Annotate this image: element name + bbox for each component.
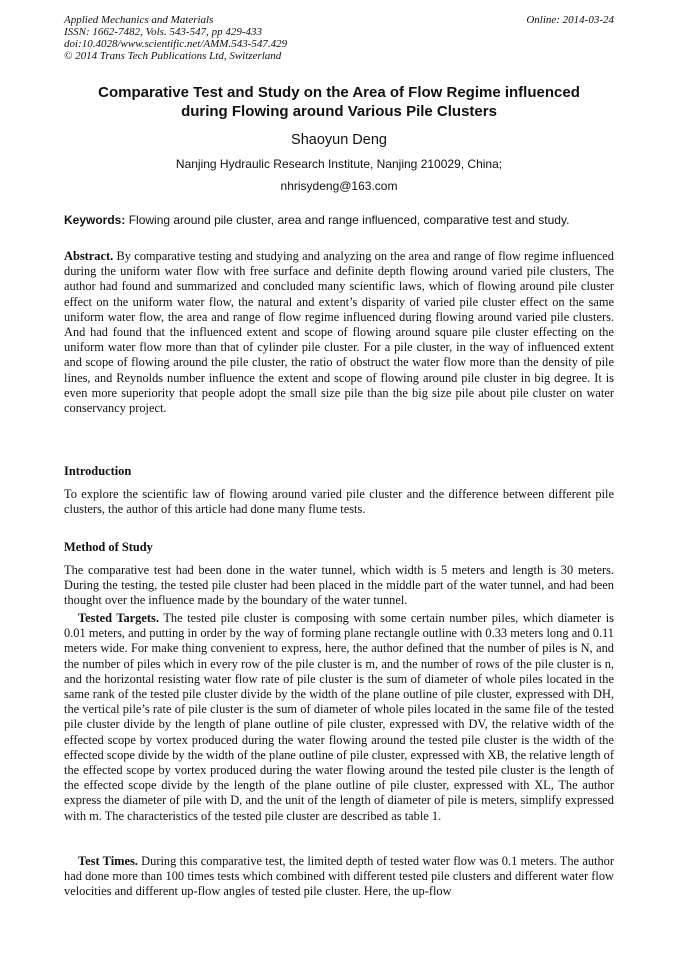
abstract-label: Abstract. [64,249,114,263]
paper-title [64,83,614,121]
keywords-text: Flowing around pile cluster, area and range influenced, comparative test and study. [125,213,570,227]
author-email: nhrisydeng@163.com [280,179,398,193]
method-heading: Method of Study [64,540,153,554]
author-name: Shaoyun Deng [291,132,387,148]
title-line-1: Comparative Test and Study on the Area of Flow Regime influenced [98,84,580,101]
test-times-text: During this comparative test, the limited depth of tested water flow was 0.1 meters. The author had done more than 100 times tests which combined with different tested pile clusters and different water flow velocities and different up-flow angles of tested pile cluster. Here, the up-flow [64,854,614,899]
introduction-heading: Introduction [64,464,132,478]
journal-name: Applied Mechanics and Materials [64,14,214,26]
copyright-line: © 2014 Trans Tech Publications Ltd, Switzerland [64,50,282,62]
journal-header [64,14,287,62]
abstract [64,249,614,416]
method-text: The comparative test had been done in the water tunnel, which width is 5 meters and length is 30 meters. During the testing, the tested pile cluster had been placed in the middle part of the water tunnel, and had been thought over the influence made by the boundary of the water tunnel. [64,563,614,608]
abstract-text: By comparative testing and studying and analyzing on the area and range of flow regime influenced during the uniform water flow with free surface and definite depth flowing around varied pile clusters, The author had found and summarized and concluded many scientific laws, which of flowing around pile cluster effect on the uniform water flow, the natural and extent’s disparity of varied pile cluster effect on the same uniform water flow, the area and range of flow regime influenced during flowing around varied pile clusters. And had found that the influenced extent and scope of flowing around square pile cluster effecting on the uniform water flow more than that of cylinder pile cluster. For a pile cluster, in the way of influenced extent and scope of flowing around the pile cluster, the ratio of obstruct the water flow more than the density of pile lines, and Reynolds number influence the extent and scope of flowing around pile cluster in big degree. It is even more superiority that people adopt the small size pile than the big size pile about pile cluster on water conservancy project. [64,249,614,416]
keywords [64,213,614,227]
affiliation: Nanjing Hydraulic Research Institute, Nanjing 210029, China; [175,157,503,171]
tested-targets-paragraph [64,611,614,824]
doi-line: doi:10.4028/www.scientific.net/AMM.543-547.429 [64,38,288,50]
test-times-label: Test Times. [78,854,138,868]
issn-line: ISSN: 1662-7482, Vols. 543-547, pp 429-433 [64,26,262,38]
tested-targets-text: The tested pile cluster is composing with some certain number piles, which diameter is 0.01 meters, and putting in order by the way of forming plane rectangle outline with 0.33 meters long and 0.11 meters wide. For make thing convenient to express, here, the author defined that the number of piles is N, and the number of piles which in every row of the pile cluster is m, and the number of rows of the pile cluster is n, and the horizontal resisting water flow rate of pile cluster is the sum of diameter of whole piles located in the same rank of the tested pile cluster divide by the width of the plane outline of pile cluster, expressed with DH, the vertical pile’s rate of pile cluster is the sum of diameter of whole piles located in the same file of the tested pile cluster divide by the length of plane outline of pile cluster, expressed with DV, the relative width of the effected scope by vortex produced during the water flowing around the tested pile cluster is the width of the effected scope divide by the width of the plane outline of pile cluster, expressed with XB, the relative length of the effected scope by vortex produced during the water flowing around the tested pile cluster is the length of the effected scope divide by the length of the plane outline of pile cluster, expressed with XL, The author express the diameter of pile with D, and the unit of the length of diameter of pile is meters, simplify expressed with m. The characteristics of the tested pile cluster are described as table 1. [64,611,615,823]
keywords-label: Keywords: [64,213,126,227]
tested-targets-label: Tested Targets. [78,611,159,625]
introduction-text: To explore the scientific law of flowing around varied pile cluster and the difference between different pile clusters, the author of this article had done many flume tests. [64,487,614,517]
online-date: Online: 2014-03-24 [526,14,614,26]
test-times-paragraph [64,854,614,900]
title-line-2: during Flowing around Various Pile Clusters [181,103,497,120]
